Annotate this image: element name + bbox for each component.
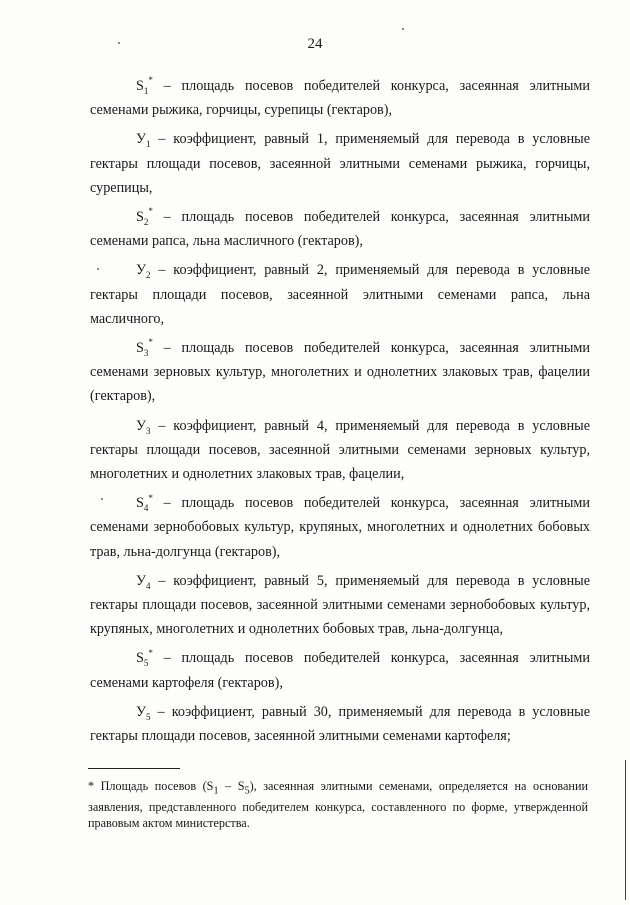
definition-s1: [90, 74, 590, 122]
footnote: * Площадь посевов $(S_1 - S_5)$, засеянная элитными семенами, определяется на основании заявления, представленного победителем конкурса, составленного по форме, утвержденной правовым актом министерства.: [88, 779, 588, 831]
definition-text: – площадь посевов победителей конкурса, засеянная элитными семенами рапса, льна масличного (гектаров),: [90, 209, 590, 250]
definition-u4: [90, 569, 590, 642]
definition-text: – площадь посевов победителей конкурса, засеянная элитными семенами зерновых культур, многолетних и однолетних злаковых трав, фацелии (гектаров),: [90, 340, 590, 405]
symbol: $У_5$: [136, 703, 151, 722]
definition-u1: [90, 127, 590, 200]
scan-speck: [402, 28, 404, 30]
definition-s5: [90, 646, 590, 694]
scan-edge-line: [625, 760, 626, 900]
scan-speck: [101, 498, 103, 500]
symbol: $S_3^*$: [136, 337, 153, 358]
definition-text: – коэффициент, равный 30, применяемый для перевода в условные гектары площади посевов, засеянной элитными семенами картофеля;: [90, 703, 590, 745]
definition-u2: [90, 258, 590, 331]
symbol: $S_2^*$: [136, 206, 153, 227]
page-number: 24: [307, 36, 323, 52]
definition-text: – площадь посевов победителей конкурса, засеянная элитными семенами рыжика, горчицы, сурепицы (гектаров),: [90, 78, 590, 119]
definition-text: – площадь посевов победителей конкурса, засеянная элитными семенами зернобобовых культур, крупяных, многолетних и однолетних бобовых трав, льна-долгунца (гектаров),: [90, 495, 590, 560]
body-text: [90, 74, 590, 753]
symbol: $У_3$: [136, 417, 151, 436]
definition-s3: [90, 336, 590, 409]
footnote-marker: *: [88, 779, 95, 793]
scan-speck: [97, 268, 99, 270]
definition-text: – коэффициент, равный 1, применяемый для перевода в условные гектары площади посевов, засеянной элитными семенами рыжика, горчицы, сурепицы,: [90, 131, 590, 196]
symbol: $S_1^*$: [136, 75, 153, 96]
symbol: $У_4$: [136, 572, 151, 591]
symbol: $S_5^*$: [136, 647, 153, 669]
symbol: $У_1$: [136, 131, 151, 150]
definition-u5: [90, 700, 590, 748]
scan-speck: [118, 42, 120, 44]
definition-text: – площадь посевов победителей конкурса, засеянная элитными семенами картофеля (гектаров),: [90, 650, 590, 691]
definition-text: – коэффициент, равный 4, применяемый для перевода в условные гектары площади посевов, засеянной элитными семенами зерновых культур, многолетних и однолетних злаковых трав, фацелии,: [90, 417, 590, 483]
definition-u3: [90, 414, 590, 487]
definition-text: – коэффициент, равный 2, применяемый для перевода в условные гектары площади посевов, засеянной элитными семенами рапса, льна масличного,: [90, 262, 590, 327]
definition-s4: [90, 491, 590, 564]
symbol: $У_2$: [136, 262, 151, 281]
symbol: $S_4^*$: [136, 492, 153, 514]
footnote-divider: [88, 768, 180, 769]
definition-s2: [90, 205, 590, 253]
definition-text: – коэффициент, равный 5, применяемый для перевода в условные гектары площади посевов, засеянной элитными семенами зернобобовых культур, крупяных, многолетних и однолетних бобовых трав, льна-долгунца,: [90, 572, 590, 638]
